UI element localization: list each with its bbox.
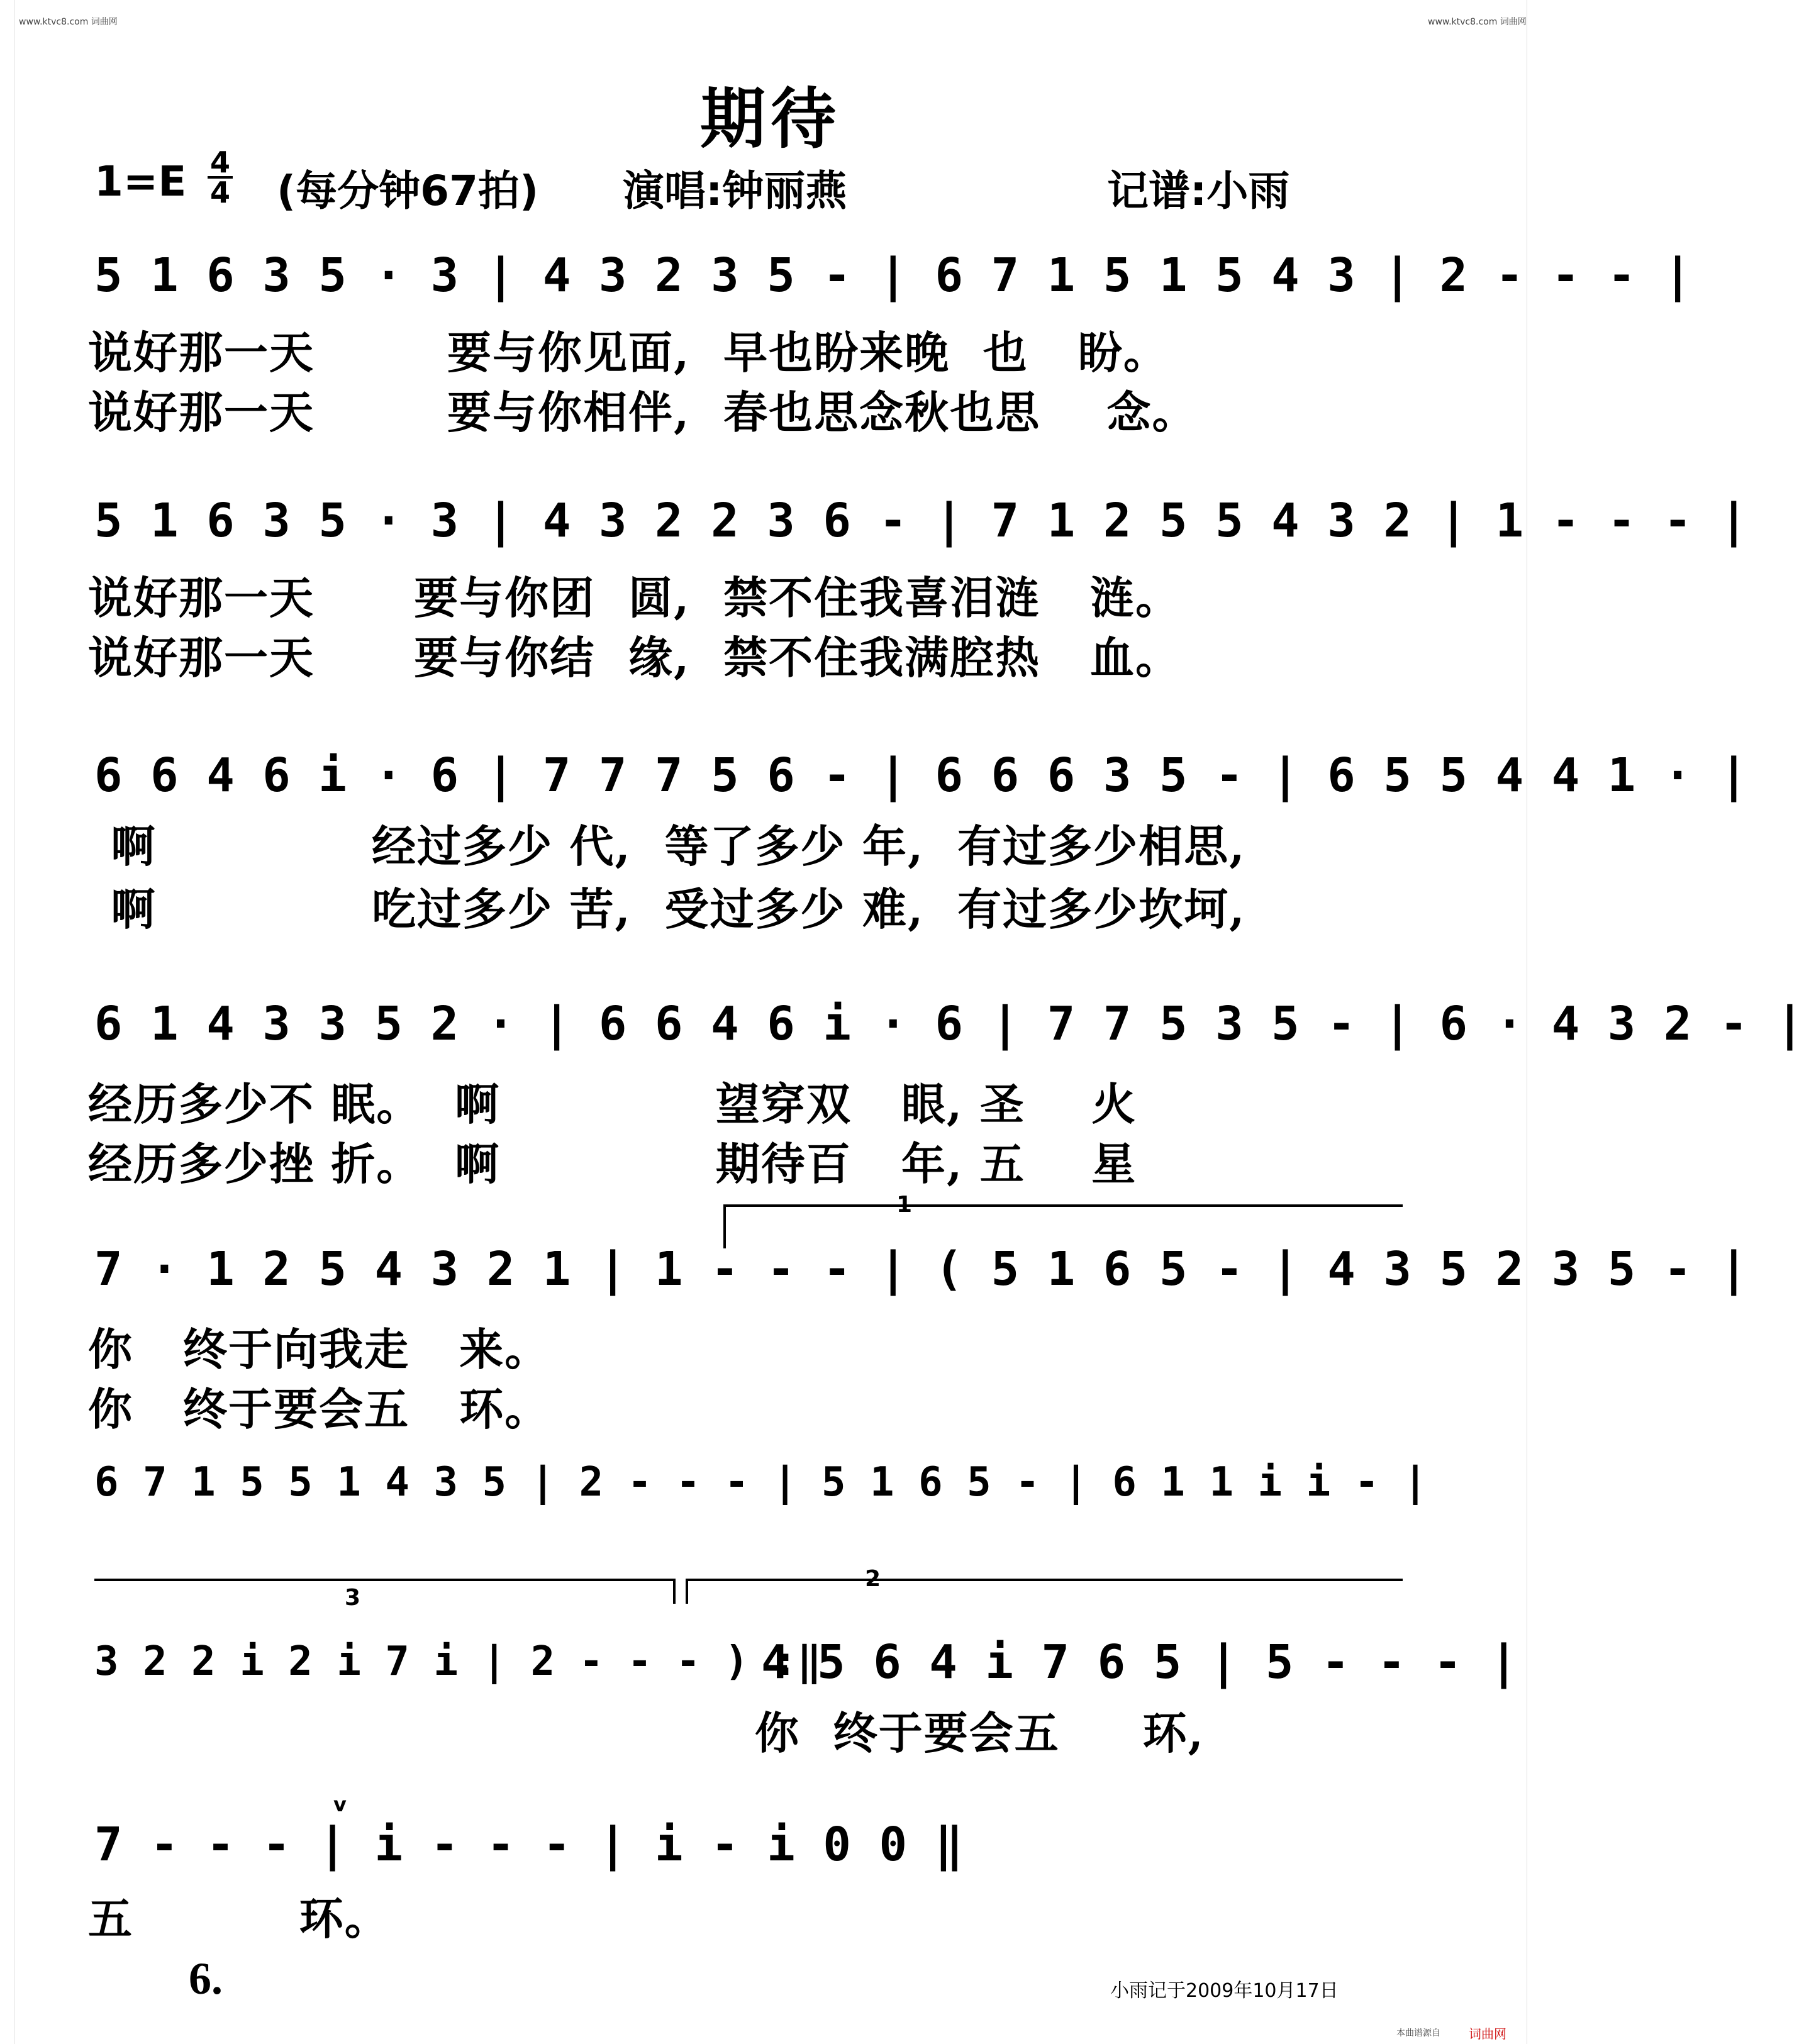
lyrics-line-3-verse-2: 啊 吃过多少 苦, 受过多少 难, 有过多少坎坷, — [94, 883, 1246, 935]
lyrics-line-4-verse-2: 经历多少挫 折。 啊 期待百 年, 五 星 — [88, 1138, 1137, 1190]
transcription-note: 小雨记于2009年10月17日 — [1110, 1980, 1339, 2002]
first-ending-bracket — [723, 1204, 1403, 1207]
second-ending-lead-line — [94, 1579, 673, 1581]
left-margin-strip — [0, 0, 14, 2044]
page-number: 6. — [189, 1953, 223, 2004]
notation-line-8: 7 - - - | i - - - | i - i 0 0 ‖ — [94, 1818, 964, 1872]
site-watermark-top-left: www.ktvc8.com 词曲网 — [19, 17, 118, 27]
lyrics-line-3-verse-1: 啊 经过多少 代, 等了多少 年, 有过多少相思, — [94, 820, 1246, 872]
first-ending-number: 1 — [896, 1192, 913, 1218]
notation-line-5: 7 · 1 2 5 4 3 2 1 | 1 - - - | ( 5 1 6 5 - | 4 3 5 2 3 5 - | — [94, 1242, 1748, 1296]
notation-line-6: 6 7 1 5 5 1 4 3 5 | 2 - - - | 5 1 6 5 - | 6 1 1 i i - | — [94, 1459, 1428, 1506]
lyrics-line-8: 五 环。 — [88, 1892, 390, 1945]
transcriber: 记谱:小雨 — [1107, 167, 1290, 215]
lyrics-line-5-verse-2: 你 终于要会五 环。 — [88, 1383, 550, 1435]
second-ending-lead-tick — [673, 1579, 676, 1604]
notation-line-1: 5 1 6 3 5 · 3 | 4 3 2 3 5 - | 6 7 1 5 1 5 4 3 | 2 - - - | — [94, 248, 1692, 303]
notation-line-7-right: 4 5 6 4 i 7 6 5 | 5 - - - | — [761, 1635, 1518, 1689]
breath-mark: v — [333, 1792, 347, 1816]
lyrics-line-1-verse-1: 说好那一天 要与你见面, 早也盼来晚 也 盼。 — [88, 326, 1169, 379]
lyrics-line-2-verse-2: 说好那一天 要与你结 缘, 禁不住我满腔热 血。 — [88, 631, 1181, 684]
lyrics-line-2-verse-1: 说好那一天 要与你团 圆, 禁不住我喜泪涟 涟。 — [88, 572, 1181, 624]
notation-line-3: 6 6 4 6 i · 6 | 7 7 7 5 6 - | 6 6 6 3 5 - | 6 5 5 4 4 1 · | — [94, 748, 1748, 803]
notation-line-4: 6 1 4 3 3 5 2 · | 6 6 4 6 i · 6 | 7 7 5 3 5 - | 6 · 4 3 2 - | — [94, 997, 1804, 1051]
time-signature-bottom: 4 — [209, 175, 230, 209]
notation-line-2: 5 1 6 3 5 · 3 | 4 3 2 2 3 6 - | 7 1 2 5 5 4 3 2 | 1 - - - | — [94, 494, 1748, 548]
key-signature: 1=E — [94, 157, 187, 206]
site-watermark-top-right: www.ktvc8.com 词曲网 — [1428, 17, 1527, 27]
source-label: 本曲谱源自 — [1396, 2028, 1440, 2038]
lyrics-line-5-verse-1: 你 终于向我走 来。 — [88, 1323, 550, 1375]
site-brand: 词曲网 — [1469, 2026, 1506, 2041]
second-ending-number: 2 — [865, 1566, 881, 1592]
time-signature-top: 4 — [209, 145, 230, 179]
lyrics-line-7: 你 终于要会五 环, — [755, 1707, 1205, 1759]
triplet-marker: 3 — [345, 1585, 361, 1611]
tempo: (每分钟67拍) — [277, 167, 539, 215]
lyrics-line-1-verse-2: 说好那一天 要与你相伴, 春也思念秋也思 念。 — [88, 386, 1198, 438]
time-signature — [208, 145, 233, 209]
second-ending-bracket — [686, 1579, 1403, 1581]
singer: 演唱:钟丽燕 — [623, 167, 847, 215]
second-ending-bracket-tick — [686, 1579, 688, 1604]
notation-line-7-left: 3 2 2 i 2 i 7 i | 2 - - - ) :‖ — [94, 1638, 821, 1685]
lyrics-line-4-verse-1: 经历多少不 眠。 啊 望穿双 眼, 圣 火 — [88, 1078, 1137, 1130]
song-title: 期待 — [699, 81, 841, 157]
